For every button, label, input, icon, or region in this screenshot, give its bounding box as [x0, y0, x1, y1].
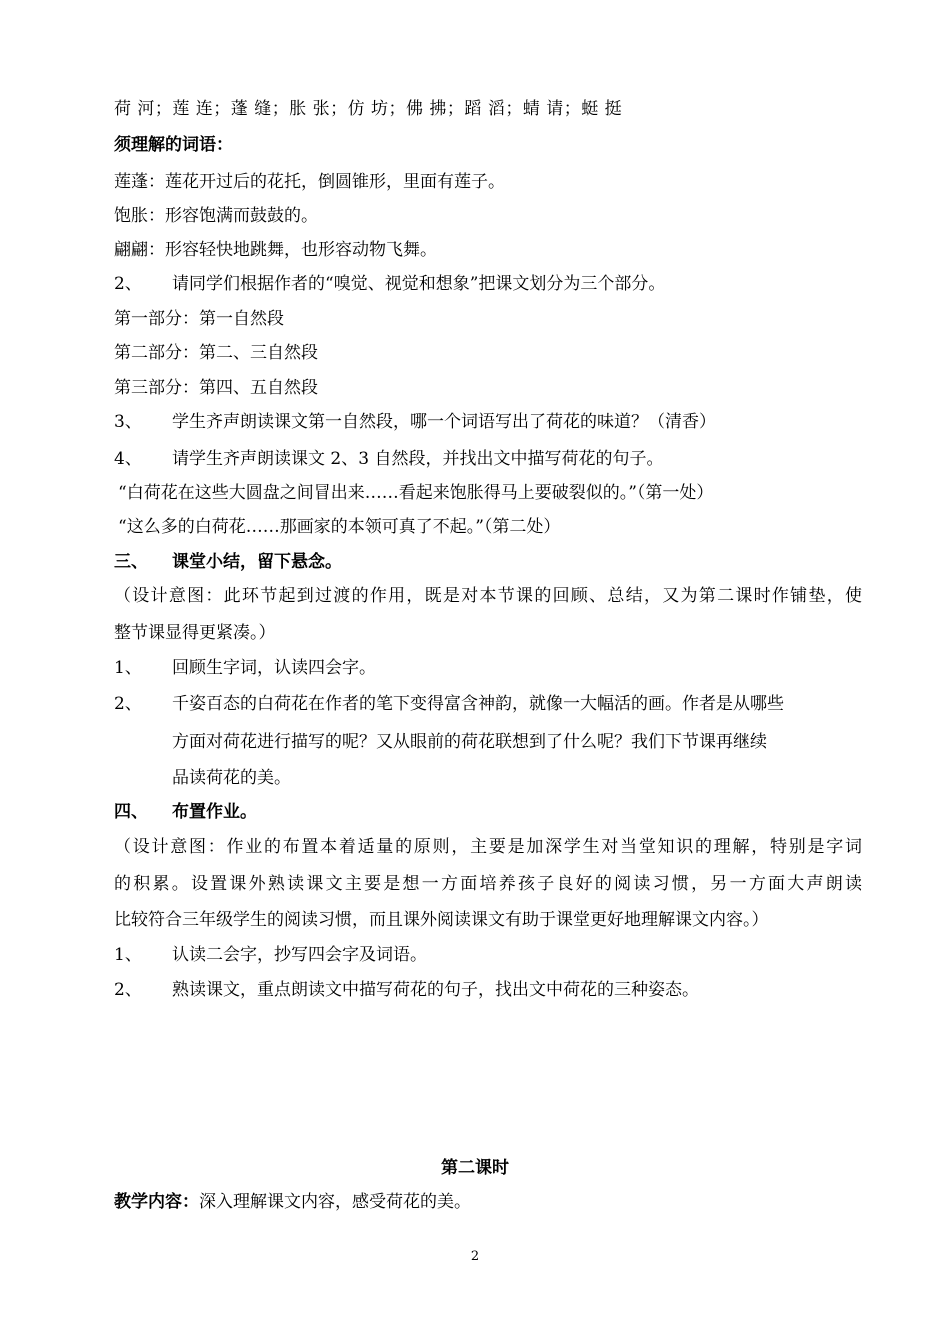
section-title: 布置作业。	[172, 802, 257, 822]
list-text: 千姿百态的白荷花在作者的笔下变得富含神韵，就像一大幅活的画。作者是从哪些	[172, 694, 784, 714]
teaching-content-text: 深入理解课文内容，感受荷花的美。	[199, 1192, 471, 1212]
part-line: 第一部分：第一自然段	[114, 309, 284, 329]
list-number: 2、	[114, 694, 142, 714]
quote-line: “白荷花在这些大圆盘之间冒出来……看起来饱胀得马上要破裂似的。”（第一处）	[118, 483, 714, 503]
list-text: 认读二会字，抄写四会字及词语。	[172, 945, 427, 965]
list-number: 1、	[114, 658, 142, 678]
teaching-content-label: 教学内容：	[114, 1192, 199, 1212]
vocab-item: 翩翩：形容轻快地跳舞，也形容动物飞舞。	[114, 240, 437, 260]
list-number: 3、	[114, 412, 142, 432]
vocab-heading: 须理解的词语：	[114, 135, 233, 155]
list-number: 4、	[114, 449, 142, 469]
quote-line: “这么多的白荷花……那画家的本领可真了不起。”（第二处）	[118, 517, 561, 537]
design-intent-line: 的积累。设置课外熟读课文主要是想一方面培养孩子良好的阅读习惯，另一方面大声朗读	[114, 874, 862, 894]
section-number: 四、	[114, 802, 148, 822]
list-text: 品读荷花的美。	[172, 768, 291, 788]
list-text: 学生齐声朗读课文第一自然段，哪一个词语写出了荷花的味道？（清香）	[172, 412, 716, 432]
section-title: 课堂小结，留下悬念。	[172, 552, 342, 572]
part-line: 第二部分：第二、三自然段	[114, 343, 318, 363]
list-text: 请学生齐声朗读课文 2、3 自然段，并找出文中描写荷花的句子。	[172, 449, 664, 469]
character-pairs-line: 荷 河；莲 连；蓬 缝；胀 张；仿 坊；佛 拂；蹈 滔；蜻 请；蜓 挺	[114, 99, 623, 119]
part-line: 第三部分：第四、五自然段	[114, 378, 318, 398]
section-number: 三、	[114, 552, 148, 572]
design-intent-line: （设计意图：此环节起到过渡的作用，既是对本节课的回顾、总结，又为第二课时作铺垫，使	[114, 586, 862, 606]
vocab-item: 饱胀：形容饱满而鼓鼓的。	[114, 206, 318, 226]
list-number: 2、	[114, 980, 142, 1000]
list-text: 请同学们根据作者的“嗅觉、视觉和想象”把课文划分为三个部分。	[172, 274, 666, 294]
design-intent-line: （设计意图：作业的布置本着适量的原则，主要是加深学生对当堂知识的理解，特别是字词	[114, 837, 862, 857]
vocab-item: 莲蓬：莲花开过后的花托，倒圆锥形，里面有莲子。	[114, 172, 505, 192]
list-text: 熟读课文，重点朗读文中描写荷花的句子，找出文中荷花的三种姿态。	[172, 980, 699, 1000]
design-intent-line: 比较符合三年级学生的阅读习惯，而且课外阅读课文有助于课堂更好地理解课文内容。）	[114, 910, 769, 930]
lesson-title: 第二课时	[441, 1158, 509, 1178]
list-text: 方面对荷花进行描写的呢？又从眼前的荷花联想到了什么呢？我们下节课再继续	[172, 732, 767, 752]
list-number: 1、	[114, 945, 142, 965]
list-number: 2、	[114, 274, 142, 294]
page-number: 2	[470, 1249, 480, 1264]
design-intent-line: 整节课显得更紧凑。）	[114, 623, 276, 643]
list-text: 回顾生字词，认读四会字。	[172, 658, 376, 678]
teaching-content-line	[114, 1191, 862, 1213]
